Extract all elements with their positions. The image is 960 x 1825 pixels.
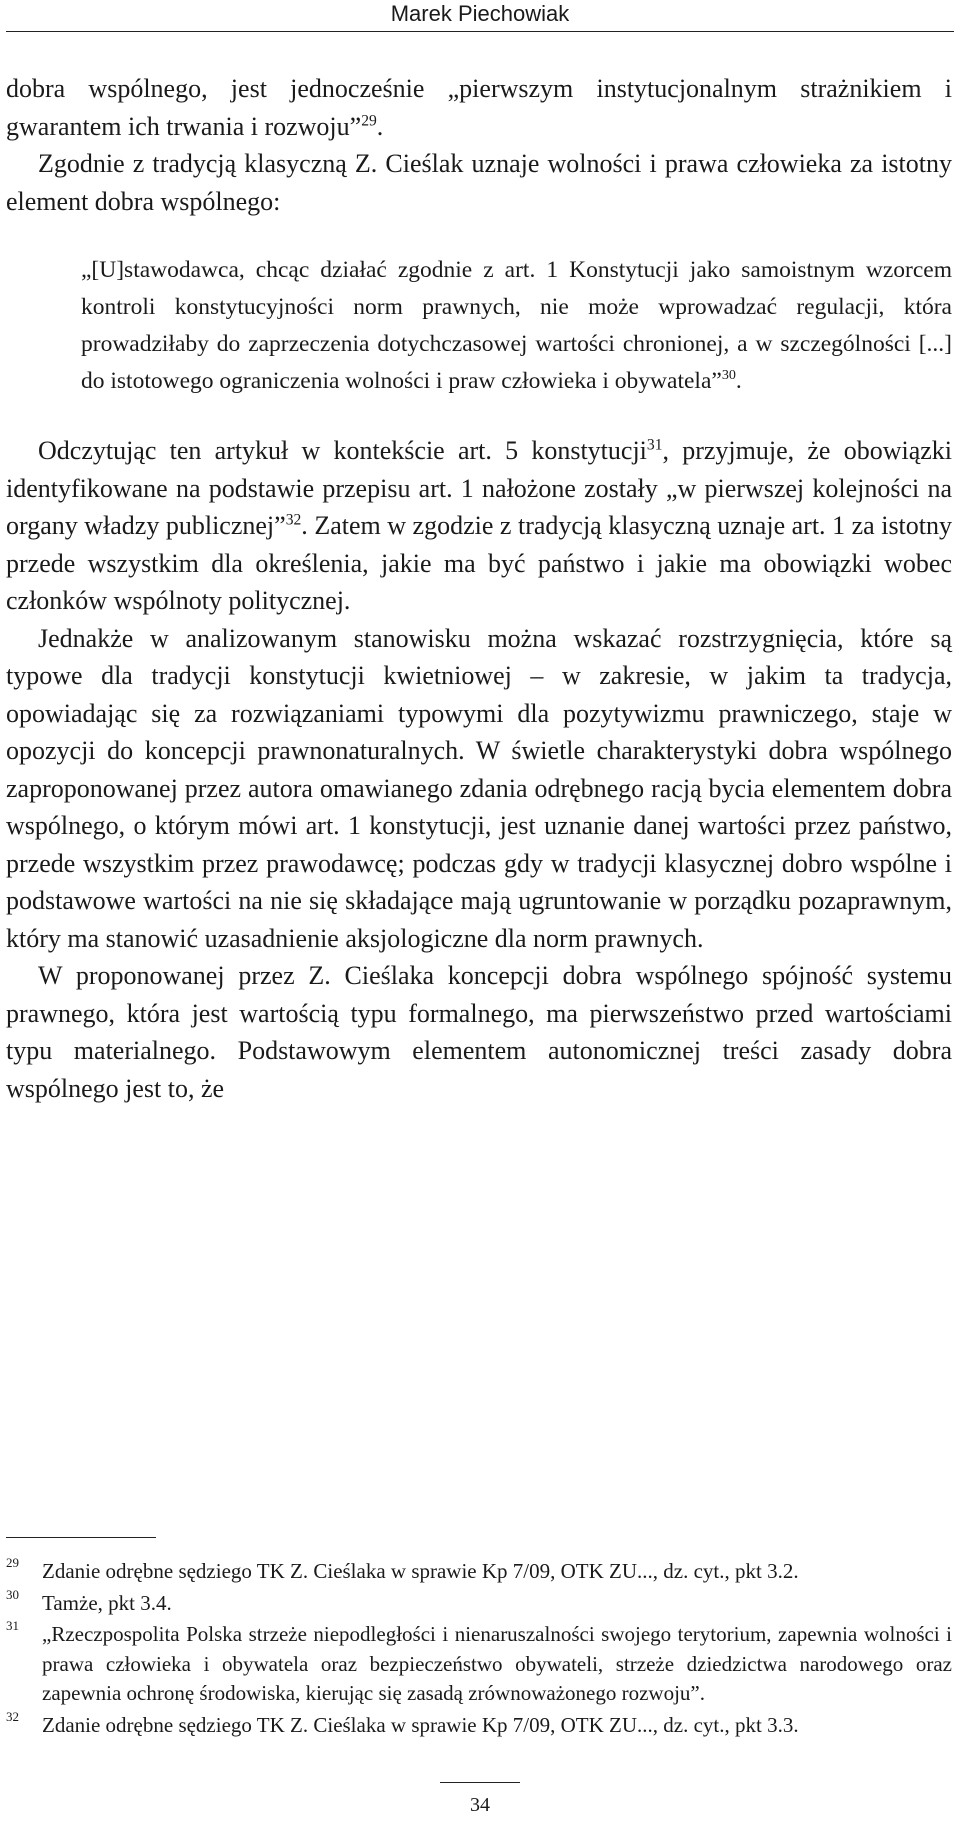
paragraph-4: Jednakże w analizowanym stanowisku można wskazać rozstrzygnięcia, które są typowe dla tradycji konstytucji kwietniowej – w zakresie, w jakim ta tradycja, opowiadając się za rozwiązaniami typowymi dla pozytywizmu prawniczego, staje w opozycji do koncepcji prawnonaturalnych. W świetle charakterystyki dobra wspólnego zaproponowanej przez autora omawianego zdania odrębnego racją bycia elementem dobra wspólnego, o którym mówi art. 1 konstytucji, jest uznanie danej wartości przez państwo, przede wszystkim przez prawodawcę; podczas gdy w tradycji klasycznej dobro wspólne i podstawowe wartości na nie się składające mają ugruntowanie w porządku pozaprawnym, który ma stanowić uzasadnienie aksjologiczne dla norm prawnych. [6,623,952,953]
paragraph-3-part-a: Odczytując ten artykuł w kontekście art. 5 konstytucji [38,436,647,465]
footnote-ref-31[interactable]: 31 [646,436,663,454]
footnote-ref-32[interactable]: 32 [285,511,302,529]
footnote-ref-30[interactable]: 30 [721,367,736,384]
footnote-31 [6,1620,952,1709]
main-text [6,70,952,1107]
page-number: 34 [470,1794,490,1816]
footnote-separator [6,1537,156,1538]
footnote-30 [6,1586,952,1619]
paragraph-1-end: . [376,111,384,141]
footnote-number: 29 [6,1555,19,1570]
footnote-number: 32 [6,1708,19,1724]
footnote-text: Zdanie odrębne sędziego TK Z. Cieślaka w sprawie Kp 7/09, OTK ZU..., dz. cyt., pkt 3.3. [42,1712,799,1737]
paragraph-2: Zgodnie z tradycją klasyczną Z. Cieślak uznaje wolności i prawa człowieka za istotny element dobra wspólnego: [6,149,952,216]
page-number-rule [440,1782,520,1783]
paragraph-3-part-b: , przyjmuje, że obowiązki identyfikowane na podstawie przepisu art. 1 nałożone zostały „w pierwszej kolejności na organy władzy publicznej” [6,436,953,540]
footnote-ref-29[interactable]: 29 [361,111,377,129]
footnote-number: 31 [6,1618,19,1633]
running-header: Marek Piechowiak [390,1,570,26]
footnotes [6,1557,952,1742]
block-quote [81,252,952,400]
paragraph-1-text: dobra wspólnego, jest jednocześnie „pierwszym instytucjonalnym strażnikiem i gwarantem ich trwania i rozwoju” [6,74,952,141]
quote-text: „[U]stawodawca, chcąc działać zgodnie z art. 1 Konstytucji jako samoistnym wzorcem kontroli konstytucyjności norm prawnych, nie może wprowadzać regulacji, która prowadziłaby do zaprzeczenia dotychczasowej wartości chronionej, a w szczególności [...] do istotowego ograniczenia wolności i praw człowieka i obywatela” [81,257,952,394]
footnote-text: Tamże, pkt 3.4. [42,1590,172,1615]
quote-end: . [735,368,742,394]
paragraph-5: W proponowanej przez Z. Cieślaka koncepcji dobra wspólnego spójność systemu prawnego, która jest wartością typu formalnego, ma pierwszeństwo przed wartościami typu materialnego. Podstawowym elementem autonomicznej treści zasady dobra wspólnego jest to, że [6,961,952,1103]
paragraph-3-part-c: . Zatem w zgodzie z tradycją klasyczną uznaje art. 1 za istotny przede wszystkim dla określenia, jakie ma być państwo i jakie ma obowiązki wobec członków wspólnoty politycznej. [6,511,953,615]
paragraph-1 [6,70,952,145]
footnote-text: Zdanie odrębne sędziego TK Z. Cieślaka w sprawie Kp 7/09, OTK ZU..., dz. cyt., pkt 3.2. [42,1559,799,1583]
footnote-number: 30 [6,1586,19,1602]
footnote-32 [6,1708,952,1741]
header-rule [6,31,954,32]
footnote-text: „Rzeczpospolita Polska strzeże niepodległości i nienaruszalności swojego terytorium, zapewnia wolności i prawa człowieka i obywatela oraz bezpieczeństwo obywateli, strzeże dziedzictwa narodowego oraz zapewnia ochronę środowiska, kierując się zasadą zrównoważonego rozwoju”. [42,1622,952,1705]
paragraph-3 [6,432,952,620]
footnote-29 [6,1557,952,1587]
